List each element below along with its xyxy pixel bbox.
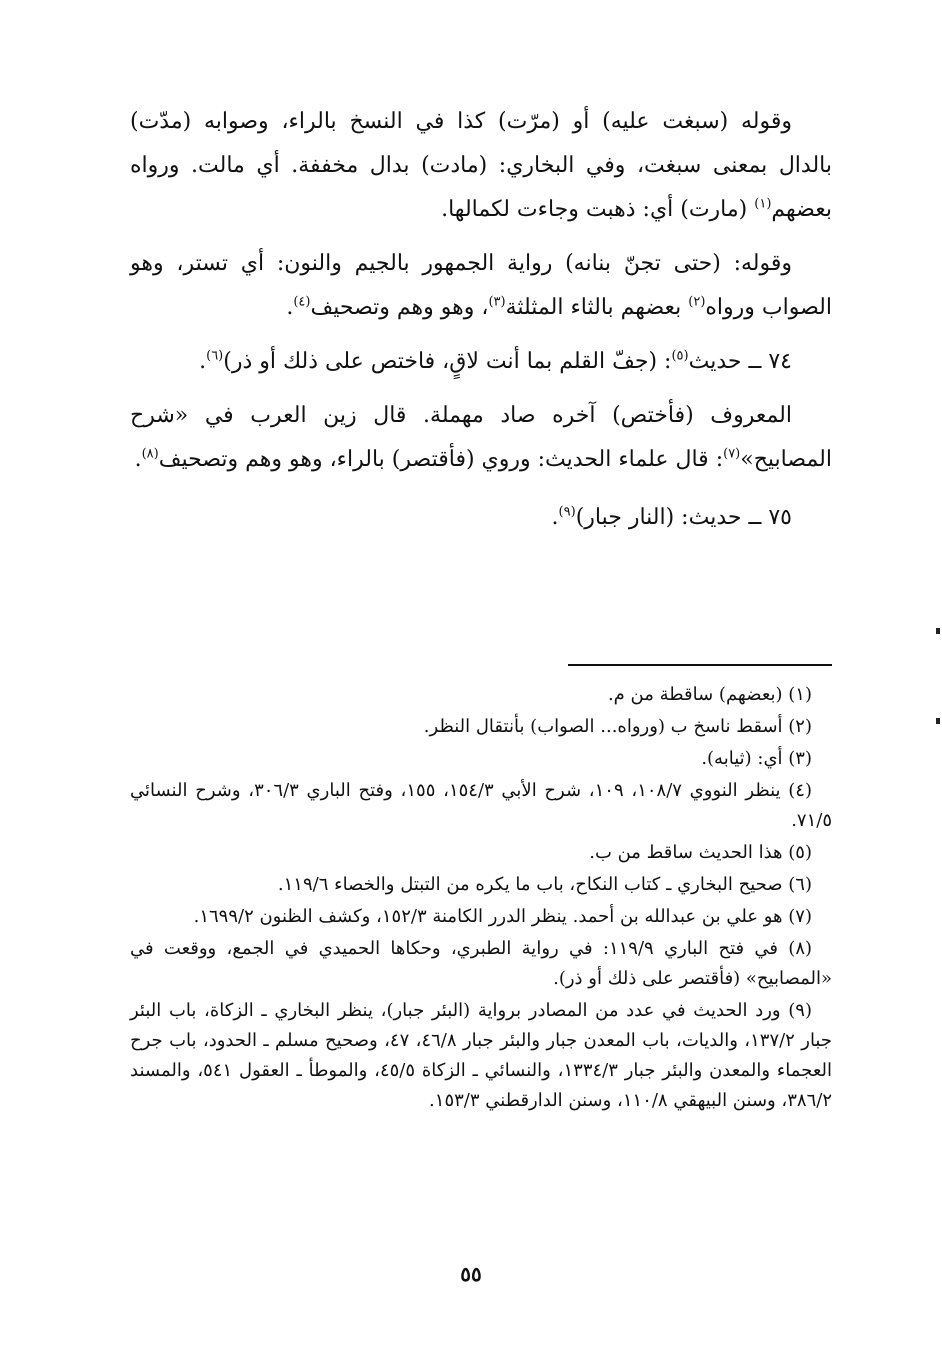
paragraph-text: .	[199, 349, 207, 374]
footnote-ref: (٤)	[293, 294, 311, 310]
paragraph-text: ، وهو وهم وتصحيف	[310, 295, 489, 320]
footnote-5: (٥) هذا الحديث ساقط من ب.	[589, 842, 812, 863]
footnote-ref: (٧)	[723, 446, 741, 462]
paragraph-text: وقوله (سبغت عليه) أو (مرّت) كذا في النسخ بالراء، وصوابه (مدّت) بالدال بمعنى سبغت، وفي البخاري: (مادت) بدال مخففة. أي مالت. ورواه بعضهم	[130, 109, 832, 222]
footnote-ref: (٢)	[688, 294, 706, 310]
footnote-4: (٤) ينظر النووي ١٠٨/٧، ١٠٩، شرح الأبي ١٥٤/٣، ١٥٥، وفتح الباري ٣٠٦/٣، وشرح النسائي ٧١/٥.	[130, 780, 832, 831]
paragraph-text: ٧٤ ــ حديث	[688, 349, 792, 374]
paragraph-text: المعروف (فأختص) آخره صاد مهملة. قال زين العرب في «شرح المصابيح»	[130, 403, 832, 472]
paragraph-4	[130, 394, 832, 482]
main-body-text	[130, 100, 832, 550]
footnotes	[130, 680, 832, 1118]
footnote-7: (٧) هو علي بن عبدالله بن أحمد. ينظر الدرر الكامنة ١٥٢/٣، وكشف الظنون ١٦٩٩/٢.	[193, 906, 812, 927]
page-number: ٥٥	[460, 1262, 482, 1286]
paragraph-text: ٧٥ ــ حديث: (النار جبار)	[575, 505, 792, 530]
paragraph-2	[130, 242, 832, 330]
paragraph-text: بعضهم بالثاء المثلثة	[505, 295, 689, 320]
footnote-9: (٩) ورد الحديث في عدد من المصادر برواية (البئر جبار)، ينظر البخاري ـ الزكاة، باب البئر جبار ١٣٧/٢، والديات، باب المعدن جبار والبئر جبار ٤٦/٨، ٤٧، وصحيح مسلم ـ الحدود، باب جرح العجماء والمعدن والبئر جبار ١٣٣٤/٣، والنسائي ـ الزكاة ٤٥/٥، والموطأ ـ العقول ٥٤١، والمسند ٣٨٦/٢، وسنن البيهقي ١١٠/٨، وسنن الدارقطني ١٥٣/٣.	[130, 1000, 832, 1111]
footnote-2: (٢) أسقط ناسخ ب (ورواه... الصواب) بأنتقال النظر.	[423, 716, 812, 737]
footnote-1: (١) (بعضهم) ساقطة من م.	[607, 684, 812, 705]
footnote-8: (٨) في فتح الباري ١١٩/٩: في رواية الطبري، وحكاها الحميدي في الجمع، ووقعت في «المصابيح» (فأقتصر على ذلك أو ذر).	[130, 938, 832, 989]
paragraph-text: : (جفّ القلم بما أنت لاقٍ، فاختص على ذلك أو ذر)	[223, 349, 672, 374]
paragraph-1	[130, 100, 832, 232]
hadith-74	[130, 340, 832, 384]
footnote-ref: (٩)	[558, 504, 576, 520]
footnote-ref: (١)	[754, 196, 772, 212]
footnote-ref: (٦)	[206, 348, 224, 364]
paragraph-text: : قال علماء الحديث: وروي (فأقتصر) بالراء، وهو وهم وتصحيف	[158, 447, 724, 472]
footnote-6: (٦) صحيح البخاري ـ كتاب النكاح، باب ما يكره من التبتل والخصاء ١١٩/٦.	[277, 874, 812, 895]
scan-mark	[936, 628, 940, 634]
footnote-3: (٣) أي: (ثيابه).	[701, 748, 812, 769]
scan-mark	[936, 718, 940, 724]
paragraph-text: .	[286, 295, 294, 320]
paragraph-text: وقوله: (حتى تجنّ بنانه) رواية الجمهور بالجيم والنون: أي تستر، وهو الصواب ورواه	[130, 251, 832, 320]
paragraph-text: (مارت) أي: ذهبت وجاءت لكمالها.	[441, 197, 755, 222]
hadith-75	[130, 496, 832, 540]
paragraph-text: .	[134, 447, 142, 472]
footnote-ref: (٥)	[671, 348, 689, 364]
paragraph-text: .	[551, 505, 559, 530]
footnote-separator	[568, 664, 832, 666]
footnote-ref: (٨)	[141, 446, 159, 462]
footnote-ref: (٣)	[488, 294, 506, 310]
